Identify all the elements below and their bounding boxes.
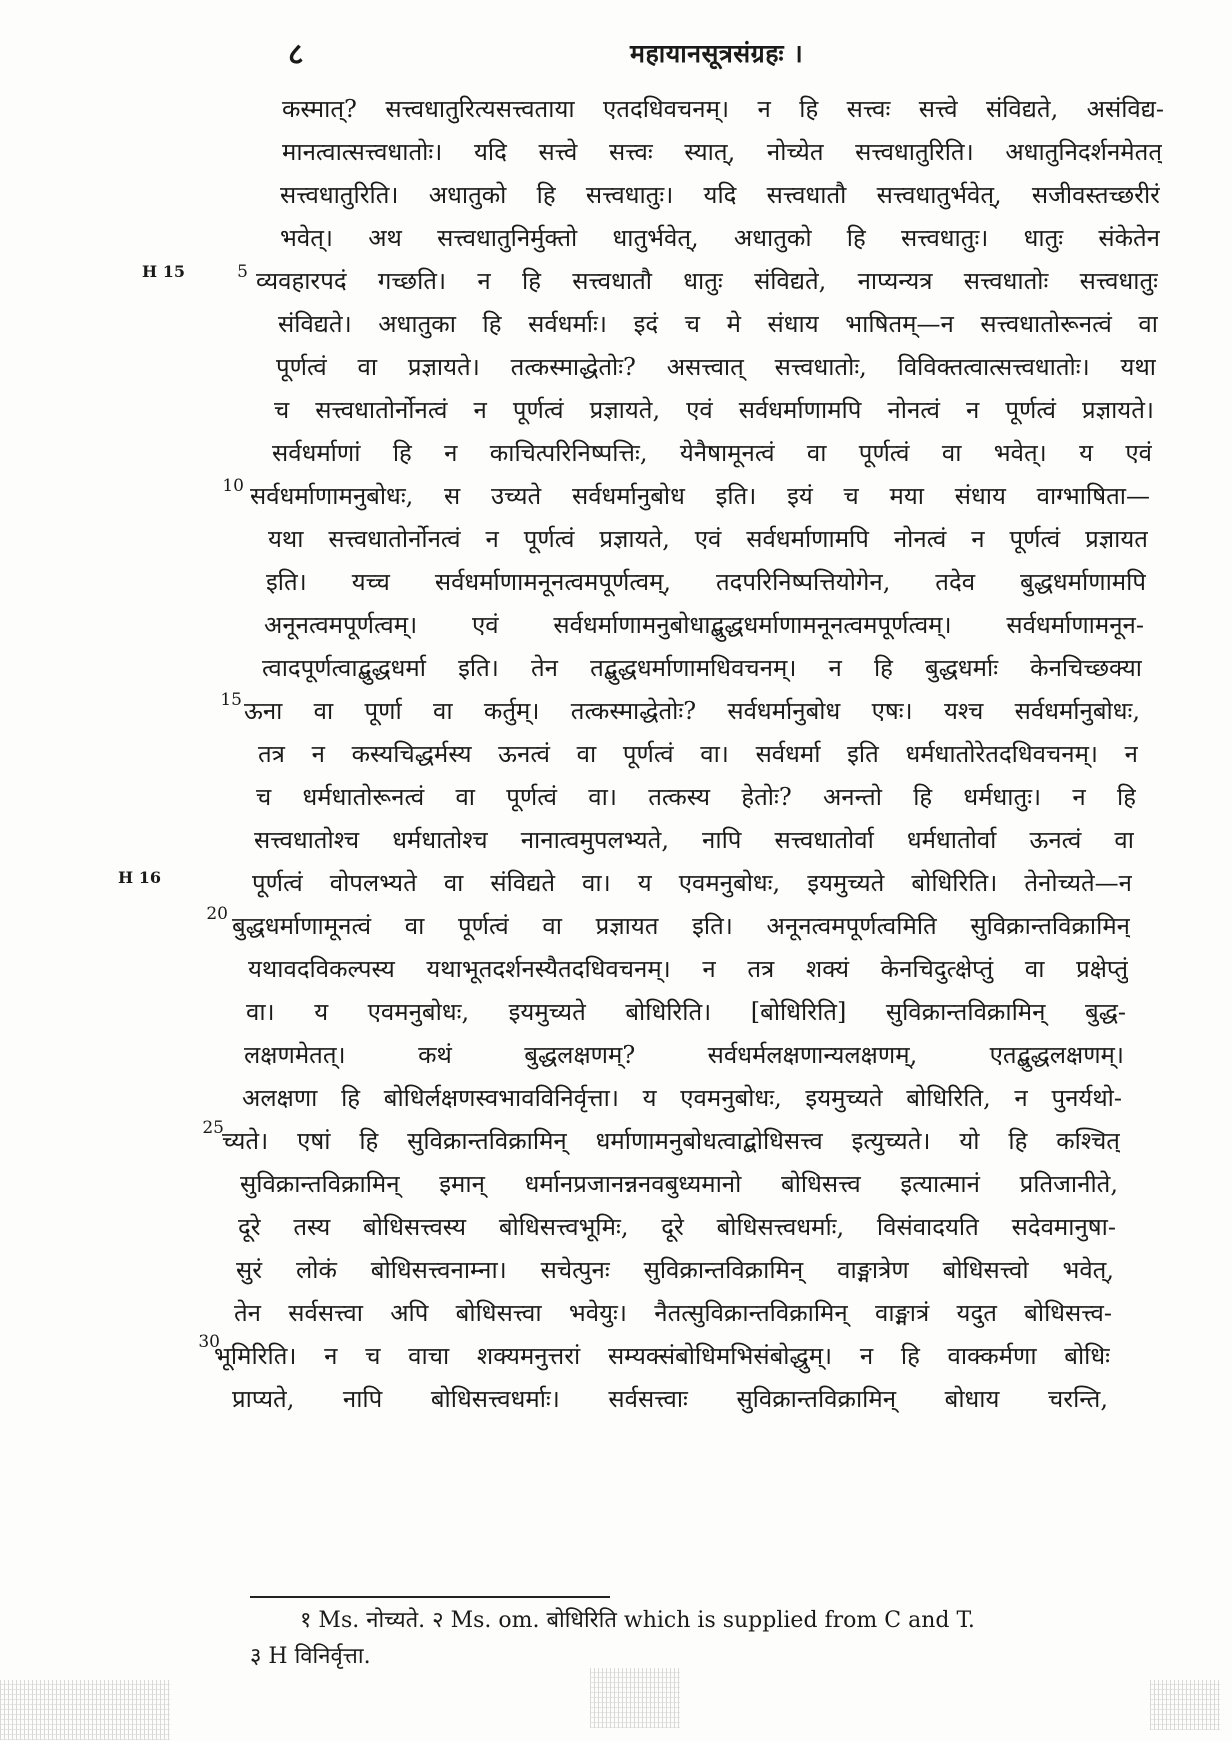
- text-line: अनूनत्वमपूर्णत्वम्। एवं सर्वधर्माणामनुबोधाद्बुद्धधर्माणामनूनत्वमपूर्णत्वम्। सर्वधर्माणामनून-: [264, 611, 1144, 639]
- text-line: लक्षणमेतत्। कथं बुद्धलक्षणम्? सर्वधर्मलक्षणान्यलक्षणम्, एतद्बुद्धलक्षणम्।: [244, 1041, 1124, 1069]
- text-line: संविद्यते। अधातुका हि सर्वधर्माः। इदं च मे संधाय भाषितम्—न सत्त्वधातोरूनत्वं वा: [278, 310, 1158, 338]
- text-line: त्वादपूर्णत्वाद्बुद्धधर्मा इति। तेन तद्बुद्धधर्माणामधिवचनम्। न हि बुद्धधर्माः केनचिच्छक्या: [262, 654, 1142, 682]
- text-line: सर्वधर्माणां हि न काचित्परिनिष्पत्तिः, येनैषामूनत्वं वा पूर्णत्वं वा भवेत्। य एवं: [272, 439, 1152, 467]
- text-line: व्यवहारपदं गच्छति। न हि सत्त्वधातौ धातुः संविद्यते, नाप्यन्यत्र सत्त्वधातोः सत्त्वधातुः: [256, 267, 1158, 295]
- text-line: भूमिरिति। न च वाचा शक्यमनुत्तरां सम्यक्संबोधिमभिसंबोद्धुम्। न हि वाक्कर्मणा बोधिः: [214, 1342, 1110, 1370]
- text-line: इति। यच्च सर्वधर्माणामनूनत्वमपूर्णत्वम्, तदपरिनिष्पत्तियोगेन, तदेव बुद्धधर्माणामपि: [266, 568, 1146, 596]
- text-line: पूर्णत्वं वा प्रज्ञायते। तत्कस्माद्धेतोः? असत्त्वात् सत्त्वधातोः, विविक्तत्वात्सत्त्वधातोः। यथा: [276, 353, 1156, 381]
- text-line: च सत्त्वधातोर्नोनत्वं न पूर्णत्वं प्रज्ञायते, एवं सर्वधर्माणामपि नोनत्वं न पूर्णत्वं प्रज्ञायते।: [274, 396, 1154, 424]
- line-number-10: 10: [222, 476, 244, 496]
- line-number-20: 20: [206, 904, 228, 924]
- line-number-30: 30: [198, 1332, 220, 1352]
- text-line: कस्मात्? सत्त्वधातुरित्यसत्त्वताया एतदधिवचनम्। न हि सत्त्वः सत्त्वे संविद्यते, असंविद्य-: [282, 95, 1164, 123]
- text-line: ऊना वा पूर्णा वा कर्तुम्। तत्कस्माद्धेतोः? सर्वधर्मानुबोध एषः। यश्च सर्वधर्मानुबोधः,: [244, 697, 1140, 725]
- text-line: सत्त्वधातुरिति। अधातुको हि सत्त्वधातुः। यदि सत्त्वधातौ सत्त्वधातुर्भवेत्, सजीवस्तच्छरीरं: [280, 181, 1160, 209]
- margin-ref-h15: H 15: [142, 262, 185, 281]
- text-line: सत्त्वधातोश्च धर्मधातोश्च नानात्वमुपलभ्यते, नापि सत्त्वधातोर्वा धर्मधातोर्वा ऊनत्वं वा: [254, 826, 1134, 854]
- page-number: ८: [288, 37, 304, 72]
- text-line: च्यते। एषां हि सुविक्रान्तविक्रामिन् धर्माणामनुबोधत्वाद्बोधिसत्त्व इत्युच्यते। यो हि कश्चित्: [222, 1127, 1120, 1155]
- text-line: भवेत्। अथ सत्त्वधातुनिर्मुक्तो धातुर्भवेत्, अधातुको हि सत्त्वधातुः। धातुः संकेतेन: [280, 224, 1160, 252]
- text-line: सुविक्रान्तविक्रामिन् इमान् धर्मानप्रजानन्ननवबुध्यमानो बोधिसत्त्व इत्यात्मानं प्रतिजानीते,: [240, 1170, 1118, 1198]
- page-header: [280, 30, 1040, 70]
- line-number-15: 15: [220, 690, 242, 710]
- text-line: मानत्वात्सत्त्वधातोः। यदि सत्त्वे सत्त्वः स्यात्, नोच्येत सत्त्वधातुरिति। अधातुनिदर्शनमेतत्: [282, 138, 1162, 166]
- text-line: तेन सर्वसत्त्वा अपि बोधिसत्त्वा भवेयुः। नैतत्सुविक्रान्तविक्रामिन् वाङ्मात्रं यदुत बोधिसत्त्व-: [234, 1299, 1112, 1327]
- scan-noise: [1150, 1680, 1220, 1730]
- text-line: सुरं लोकं बोधिसत्त्वनाम्ना। सचेत्पुनः सुविक्रान्तविक्रामिन् वाङ्मात्रेण बोधिसत्त्वो भवेत्,: [236, 1256, 1114, 1284]
- text-line: पूर्णत्वं वोपलभ्यते वा संविद्यते वा। य एवमनुबोधः, इयमुच्यते बोधिरिति। तेनोच्यते—न: [252, 869, 1132, 897]
- text-line: च धर्मधातोरूनत्वं वा पूर्णत्वं वा। तत्कस्य हेतोः? अनन्तो हि धर्मधातुः। न हि: [256, 783, 1136, 811]
- text-line: प्राप्यते, नापि बोधिसत्त्वधर्माः। सर्वसत्त्वाः सुविक्रान्तविक्रामिन् बोधाय चरन्ति,: [232, 1385, 1108, 1413]
- text-line: बुद्धधर्माणामूनत्वं वा पूर्णत्वं वा प्रज्ञायत इति। अनूनत्वमपूर्णत्वमिति सुविक्रान्तविक्रामिन्: [232, 912, 1130, 940]
- line-number-5: 5: [237, 262, 248, 282]
- text-line: दूरे तस्य बोधिसत्त्वस्य बोधिसत्त्वभूमिः, दूरे बोधिसत्त्वधर्माः, विसंवादयति सदेवमानुषा-: [238, 1213, 1116, 1241]
- text-line: तत्र न कस्यचिद्धर्मस्य ऊनत्वं वा पूर्णत्वं वा। सर्वधर्मा इति धर्मधातोरेतदधिवचनम्। न: [258, 740, 1138, 768]
- scan-noise: [590, 1668, 680, 1728]
- running-title: महायानसूत्रसंग्रहः ।: [630, 39, 804, 68]
- text-line: सर्वधर्माणामनुबोधः, स उच्यते सर्वधर्मानुबोध इति। इयं च मया संधाय वाग्भाषिता—: [250, 482, 1150, 510]
- footnote-line-2: ३ H विनिर्वृत्ता.: [250, 1644, 371, 1669]
- text-line: यथा सत्त्वधातोर्नोनत्वं न पूर्णत्वं प्रज्ञायते, एवं सर्वधर्माणामपि नोनत्वं न पूर्णत्वं प्रज्ञायत: [268, 525, 1148, 553]
- footnote-line-1: १ Ms. नोच्यते. २ Ms. om. बोधिरिति which is supplied from C and T.: [300, 1608, 975, 1633]
- text-line: वा। य एवमनुबोधः, इयमुच्यते बोधिरिति। [बोधिरिति] सुविक्रान्तविक्रामिन् बुद्ध-: [246, 998, 1126, 1026]
- margin-ref-h16: H 16: [118, 868, 161, 887]
- footnote-rule: [250, 1596, 610, 1598]
- text-line: यथावदविकल्पस्य यथाभूतदर्शनस्यैतदधिवचनम्। न तत्र शक्यं केनचिदुत्क्षेप्तुं वा प्रक्षेप्तुं: [248, 955, 1128, 983]
- text-line: अलक्षणा हि बोधिर्लक्षणस्वभावविनिर्वृत्ता। य एवमनुबोधः, इयमुच्यते बोधिरिति, न पुनर्यथो-: [242, 1084, 1122, 1112]
- line-number-25: 25: [202, 1118, 224, 1138]
- scan-noise: [0, 1680, 170, 1740]
